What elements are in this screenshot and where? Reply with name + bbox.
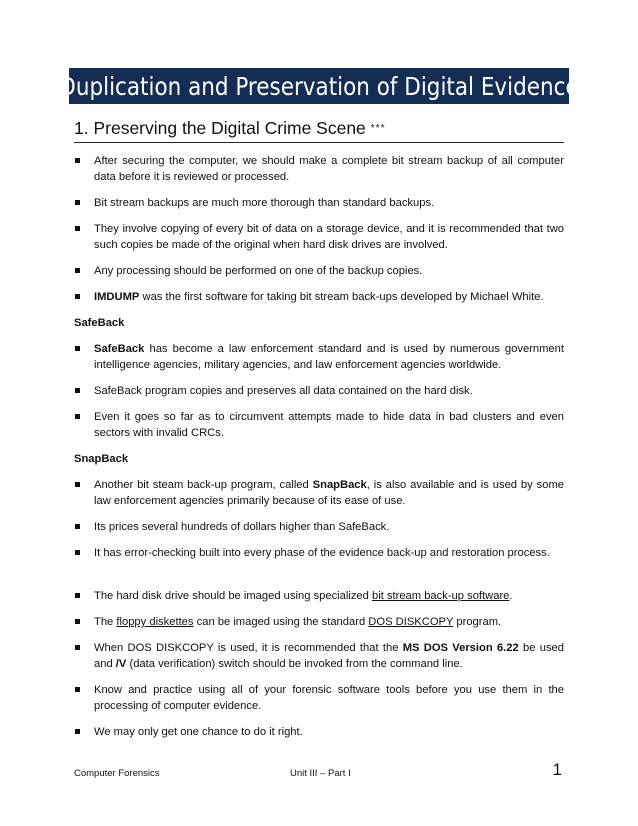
list-item: They involve copying of every bit of data on a storage device, and it is recommended that two such copies be made of the original when hard disk drives are involved. xyxy=(74,221,564,253)
list-item: SafeBack has become a law enforcement standard and is used by numerous government intelligence agencies, military agencies, and law enforcement agencies worldwide. xyxy=(74,341,564,373)
snapback-bullet-list xyxy=(74,477,564,561)
list-item: It has error-checking built into every phase of the evidence back-up and restoration process. xyxy=(74,545,564,561)
section-heading-text: 1. Preserving the Digital Crime Scene xyxy=(74,118,366,138)
imaging-bullet-list xyxy=(74,588,564,740)
document-title: Duplication and Preservation of Digital Evidence xyxy=(59,71,579,101)
intro-bullet-list xyxy=(74,153,564,305)
footer-unit: Unit III – Part I xyxy=(290,768,351,779)
list-item: SafeBack program copies and preserves all data contained on the hard disk. xyxy=(74,383,564,399)
emphasis: /V xyxy=(115,658,127,670)
footer-course: Computer Forensics xyxy=(74,768,160,779)
list-item: Know and practice using all of your forensic software tools before you use them in the processing of computer evidence. xyxy=(74,682,564,714)
list-item: The hard disk drive should be imaged using specialized bit stream back-up software. xyxy=(74,588,564,604)
list-item: The floppy diskettes can be imaged using the standard DOS DISKCOPY program. xyxy=(74,614,564,630)
underlined-term: floppy diskettes xyxy=(116,616,194,628)
safeback-bullet-list xyxy=(74,341,564,441)
list-item: Another bit steam back-up program, called SnapBack, is also available and is used by some law enforcement agencies primarily because of its ease of use. xyxy=(74,477,564,509)
list-item: We may only get one chance to do it right. xyxy=(74,724,564,740)
underlined-term: bit stream back-up software xyxy=(371,590,510,602)
underlined-term: DOS DISKCOPY xyxy=(368,616,454,628)
section-heading xyxy=(74,118,564,143)
list-item: Bit stream backups are much more thorough than standard backups. xyxy=(74,195,564,211)
list-item: After securing the computer, we should make a complete bit stream backup of all computer data before it is reviewed or processed. xyxy=(74,153,564,185)
list-item: Any processing should be performed on one of the backup copies. xyxy=(74,263,564,279)
page-number: 1 xyxy=(552,760,562,779)
page-footer xyxy=(74,760,564,784)
subheading-snapback: SnapBack xyxy=(74,453,129,465)
document-title-banner xyxy=(59,68,579,104)
main-content xyxy=(74,153,564,750)
importance-stars: *** xyxy=(370,123,386,134)
emphasis: IMDUMP xyxy=(94,291,140,303)
list-item: Even it goes so far as to circumvent attempts made to hide data in bad clusters and even sectors with invalid CRCs. xyxy=(74,409,564,441)
emphasis: SafeBack xyxy=(94,343,145,355)
list-item: When DOS DISKCOPY is used, it is recommended that the MS DOS Version 6.22 be used and /V (data verification) switch should be invoked from the command line. xyxy=(74,640,564,672)
subheading-safeback: SafeBack xyxy=(74,317,125,329)
emphasis: SnapBack xyxy=(312,479,367,491)
emphasis: MS DOS Version 6.22 xyxy=(402,642,519,654)
list-item: IMDUMP was the first software for taking bit stream back-ups developed by Michael White. xyxy=(74,289,564,305)
list-item: Its prices several hundreds of dollars higher than SafeBack. xyxy=(74,519,564,535)
